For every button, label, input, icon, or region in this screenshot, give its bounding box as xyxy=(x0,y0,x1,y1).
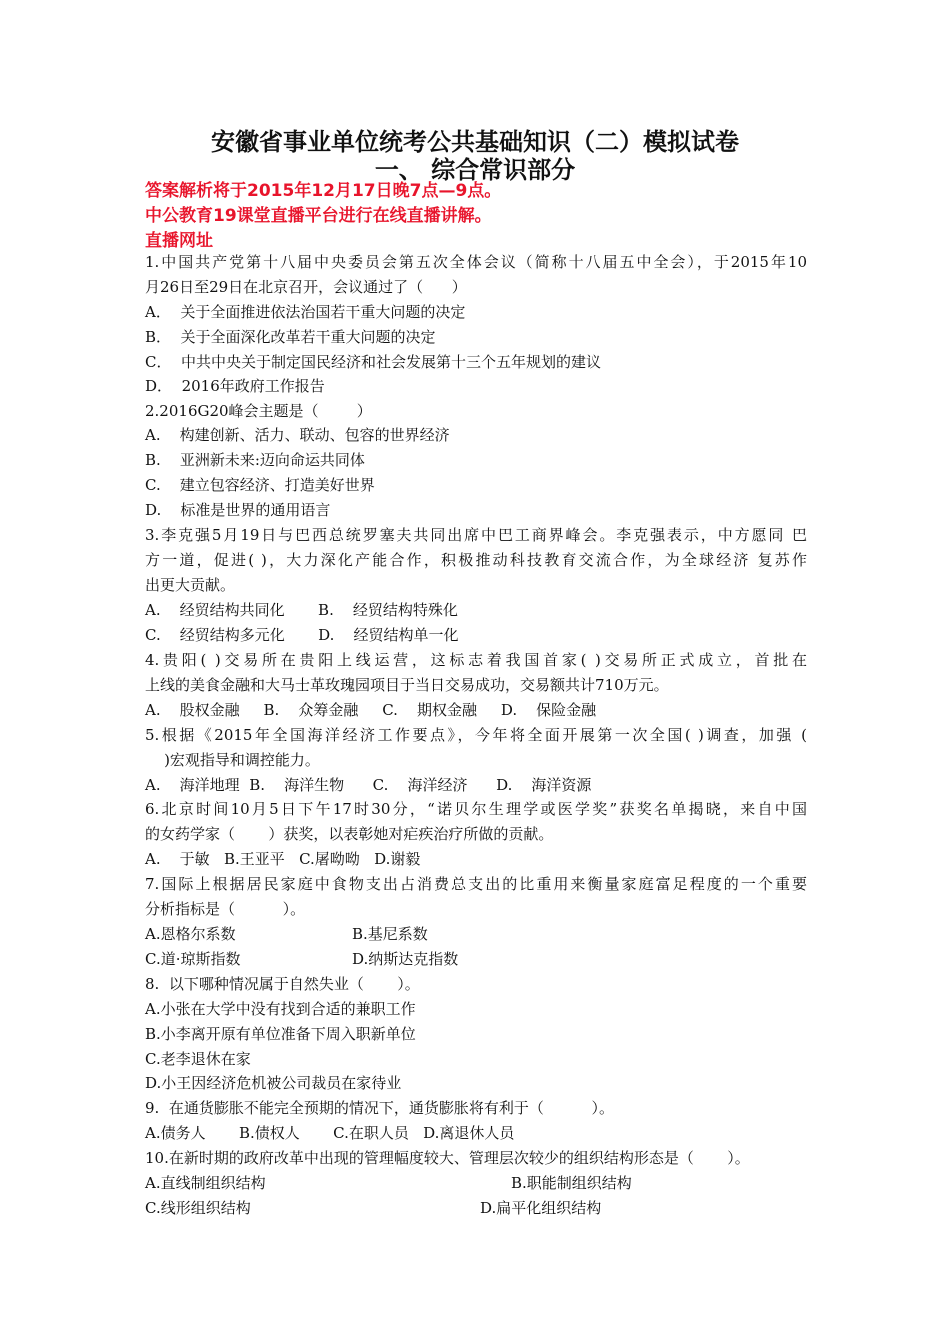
q3-stem-line3: 出更大贡献。 xyxy=(145,576,236,594)
q6-options: A. 于敏 B.王亚平 C.屠呦呦 D.谢毅 xyxy=(145,850,421,868)
q2-option-b: B. 亚洲新未来:迈向命运共同体 xyxy=(145,451,365,469)
q2-option-c: C. 建立包容经济、打造美好世界 xyxy=(145,476,375,494)
q7-option-b: B.基尼系数 xyxy=(352,925,428,943)
q7-option-d: D.纳斯达克指数 xyxy=(352,950,459,968)
notice-live-url[interactable]: 直播网址 xyxy=(145,231,213,251)
q2-stem: 2.2016G20峰会主题是（ ） xyxy=(145,402,372,420)
q3-options-cd: C. 经贸结构多元化 D. 经贸结构单一化 xyxy=(145,626,459,644)
q10-option-b: B.职能制组织结构 xyxy=(511,1174,632,1192)
q4-options: A. 股权金融 B. 众筹金融 C. 期权金融 D. 保险金融 xyxy=(145,701,597,719)
q1-option-d: D． 2016年政府工作报告 xyxy=(145,377,325,395)
q4-stem-line2: 上线的美食金融和大马士革玫瑰园项目于当日交易成功，交易额共计710万元。 xyxy=(145,676,669,694)
notice-answer-time: 答案解析将于2015年12月17日晚7点—9点。 xyxy=(145,181,502,201)
q9-options: A.债务人 B.债权人 C.在职人员 D.离退休人员 xyxy=(145,1124,515,1142)
q2-option-a: A. 构建创新、活力、联动、包容的世界经济 xyxy=(145,426,450,444)
q5-stem-line2: )宏观指导和调控能力。 xyxy=(145,751,320,769)
section-heading: 一、 综合常识部分 xyxy=(374,156,576,184)
q10-option-d: D.扁平化组织结构 xyxy=(480,1199,602,1217)
q7-stem-line1: 7.国际上根据居民家庭中食物支出占消费总支出的比重用来衡量家庭富足程度的一个重要 xyxy=(145,875,807,893)
q1-option-b: B． 关于全面深化改革若干重大问题的决定 xyxy=(145,328,436,346)
q8-option-a: A.小张在大学中没有找到合适的兼职工作 xyxy=(145,1000,416,1018)
q3-stem-line1: 3.李克强5月19日与巴西总统罗塞夫共同出席中巴工商界峰会。李克强表示，中方愿同 巴 xyxy=(145,526,807,544)
q7-option-c: C.道·琼斯指数 xyxy=(145,950,241,968)
q8-option-d: D.小王因经济危机被公司裁员在家待业 xyxy=(145,1074,402,1092)
q6-stem-line1: 6.北京时间10月5日下午17时30分，“诺贝尔生理学或医学奖”获奖名单揭晓，来自中国 xyxy=(145,800,807,818)
exam-title: 安徽省事业单位统考公共基础知识（二）模拟试卷 xyxy=(211,128,739,156)
q10-option-a: A.直线制组织结构 xyxy=(145,1174,266,1192)
q1-stem-line1: 1.中国共产党第十八届中央委员会第五次全体会议（简称十八届五中全会），于2015年10 xyxy=(145,253,807,271)
q1-option-c: C． 中共中央关于制定国民经济和社会发展第十三个五年规划的建议 xyxy=(145,353,602,371)
q8-stem: 8. 以下哪种情况属于自然失业（ ）。 xyxy=(145,975,420,993)
q4-stem-line1: 4.贵阳( )交易所在贵阳上线运营，这标志着我国首家( )交易所正式成立，首批在 xyxy=(145,651,807,669)
q7-option-a: A.恩格尔系数 xyxy=(145,925,236,943)
q8-option-c: C.老李退休在家 xyxy=(145,1050,251,1068)
q5-options: A. 海洋地理 B. 海洋生物 C. 海洋经济 D. 海洋资源 xyxy=(145,776,592,794)
q3-options-ab: A. 经贸结构共同化 B. 经贸结构特殊化 xyxy=(145,601,458,619)
q7-stem-line2: 分析指标是（ ）。 xyxy=(145,900,306,918)
q1-stem-line2: 月26日至29日在北京召开，会议通过了（ ） xyxy=(145,278,467,296)
notice-live-platform: 中公教育19课堂直播平台进行在线直播讲解。 xyxy=(145,206,492,226)
q8-option-b: B.小李离开原有单位准备下周入职新单位 xyxy=(145,1025,416,1043)
q1-option-a: A． 关于全面推进依法治国若干重大问题的决定 xyxy=(145,303,466,321)
q9-stem: 9. 在通货膨胀不能完全预期的情况下，通货膨胀将有利于（ ）。 xyxy=(145,1099,615,1117)
q10-option-c: C.线形组织结构 xyxy=(145,1199,251,1217)
q5-stem-line1: 5.根据《2015年全国海洋经济工作要点》，今年将全面开展第一次全国( )调查，加强 ( xyxy=(145,726,807,744)
q10-stem: 10.在新时期的政府改革中出现的管理幅度较大、管理层次较少的组织结构形态是（ ）。 xyxy=(145,1149,750,1167)
q6-stem-line2: 的女药学家（ ）获奖，以表彰她对疟疾治疗所做的贡献。 xyxy=(145,825,554,843)
q2-option-d: D. 标准是世界的通用语言 xyxy=(145,501,331,519)
q3-stem-line2: 方一道，促进( )，大力深化产能合作，积极推动科技教育交流合作，为全球经济 复苏作 xyxy=(145,551,807,569)
